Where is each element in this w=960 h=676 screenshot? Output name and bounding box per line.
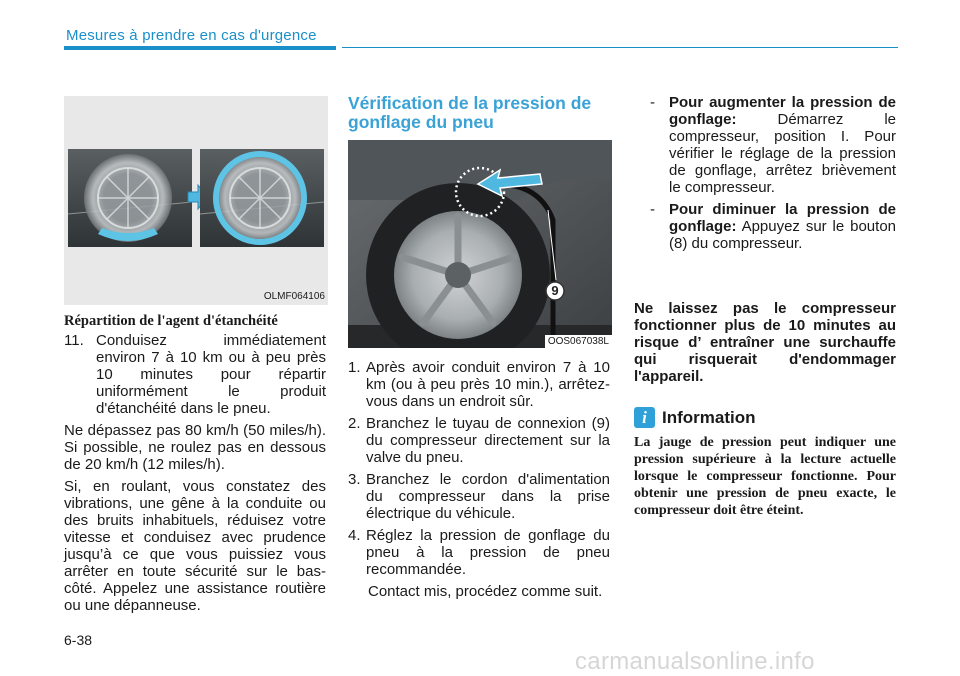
- bullet-title: Pour diminuer la pression de gonflage:: [669, 201, 896, 235]
- step4-continuation: Contact mis, procédez comme suit.: [368, 583, 603, 600]
- list-item: [650, 201, 896, 252]
- dash-marker: -: [650, 94, 655, 111]
- figure-caption-middle: OOS067038L: [545, 335, 612, 348]
- step-text: Conduisez immédiatement environ 7 à 10 km ou à peu près 10 minutes pour répartir uniformément le produit d'étanchéité dans le pneu.: [96, 332, 326, 417]
- list-item: [650, 94, 896, 196]
- dash-list: [650, 94, 896, 252]
- step-number: 2.: [348, 415, 361, 432]
- sealant-illustration: [64, 96, 328, 305]
- compressor-warning: Ne laissez pas le compresseur fonctionner plus de 10 minutes au risque d’ entraîner une surchauffe qui risquerait d'endommager l'appareil.: [634, 300, 896, 385]
- step-list-middle: [348, 359, 610, 578]
- step-number: 4.: [348, 527, 361, 544]
- paragraph-vibration: Si, en roulant, vous constatez des vibrations, une gêne à la conduite ou des bruits inhabituels, réduisez votre vitesse et conduisez avec prudence jusqu’à ce que vous puissiez vous arrêter en toute sécurité sur le bas-côté. Appelez une assistance routière ou une dépanneuse.: [64, 478, 326, 614]
- sealant-figure: [64, 96, 328, 305]
- info-title: Information: [662, 408, 756, 427]
- step-number: 1.: [348, 359, 361, 376]
- page-number: 6-38: [64, 632, 93, 648]
- bullet-title: Pour augmenter la pression de gonflage:: [669, 94, 896, 128]
- step-text: Réglez la pression de gonflage du pneu à la pression de pneu recommandée.: [366, 527, 610, 578]
- header-rule-thin: [342, 47, 898, 48]
- step-text: Branchez le cordon d'alimentation du compresseur dans la prise électrique du véhicule.: [366, 471, 610, 522]
- step-text: Après avoir conduit environ 7 à 10 km (ou à peu près 10 min.), arrêtez-vous dans un endroit sûr.: [366, 359, 610, 410]
- wheel-illustration: [348, 140, 612, 348]
- info-icon: i: [634, 407, 655, 428]
- header-rule-thick: [64, 46, 336, 50]
- step-number: 3.: [348, 471, 361, 488]
- list-item: [348, 527, 610, 578]
- right-column-bullets: [650, 94, 896, 257]
- info-text: La jauge de pression peut indiquer une pression supérieure à la lecture actuelle lorsque le compresseur fonctionne. Pour obtenir une pression de pneu exacte, le compresseur doit être éteint.: [634, 435, 896, 518]
- heading-sealant-distribution: Répartition de l'agent d'étanchéité: [64, 313, 278, 329]
- list-item: [64, 332, 326, 417]
- heading-pressure-check: Vérification de la pression de gonflage du pneu: [348, 93, 592, 132]
- section-header: Mesures à prendre en cas d'urgence: [66, 27, 317, 44]
- figure-caption-left: OLMF064106: [263, 291, 325, 302]
- list-item: [348, 359, 610, 410]
- dash-marker: -: [650, 201, 655, 218]
- step-text: Branchez le tuyau de connexion (9) du compresseur directement sur la valve du pneu.: [366, 415, 610, 466]
- tire-pressure-figure: [348, 140, 612, 348]
- step-number: 11.: [64, 332, 84, 349]
- list-item: [348, 471, 610, 522]
- left-column-text: [64, 332, 326, 614]
- list-item: [348, 415, 610, 466]
- step-list-left: [64, 332, 326, 417]
- callout-number: 9: [551, 283, 559, 298]
- bullet-text: Appuyez sur le bouton (8) du compresseur.: [669, 218, 896, 252]
- watermark: carmanualsonline.info: [575, 648, 815, 675]
- middle-column-text: [348, 359, 610, 600]
- paragraph-speed-limit: Ne dépassez pas 80 km/h (50 miles/h). Si possible, ne roulez pas en dessous de 20 km/h (12 miles/h).: [64, 422, 326, 473]
- bullet-text: Démarrez le compresseur, position I. Pour vérifier le réglage de la pression de gonflage, arrêtez brièvement le compresseur.: [669, 111, 896, 196]
